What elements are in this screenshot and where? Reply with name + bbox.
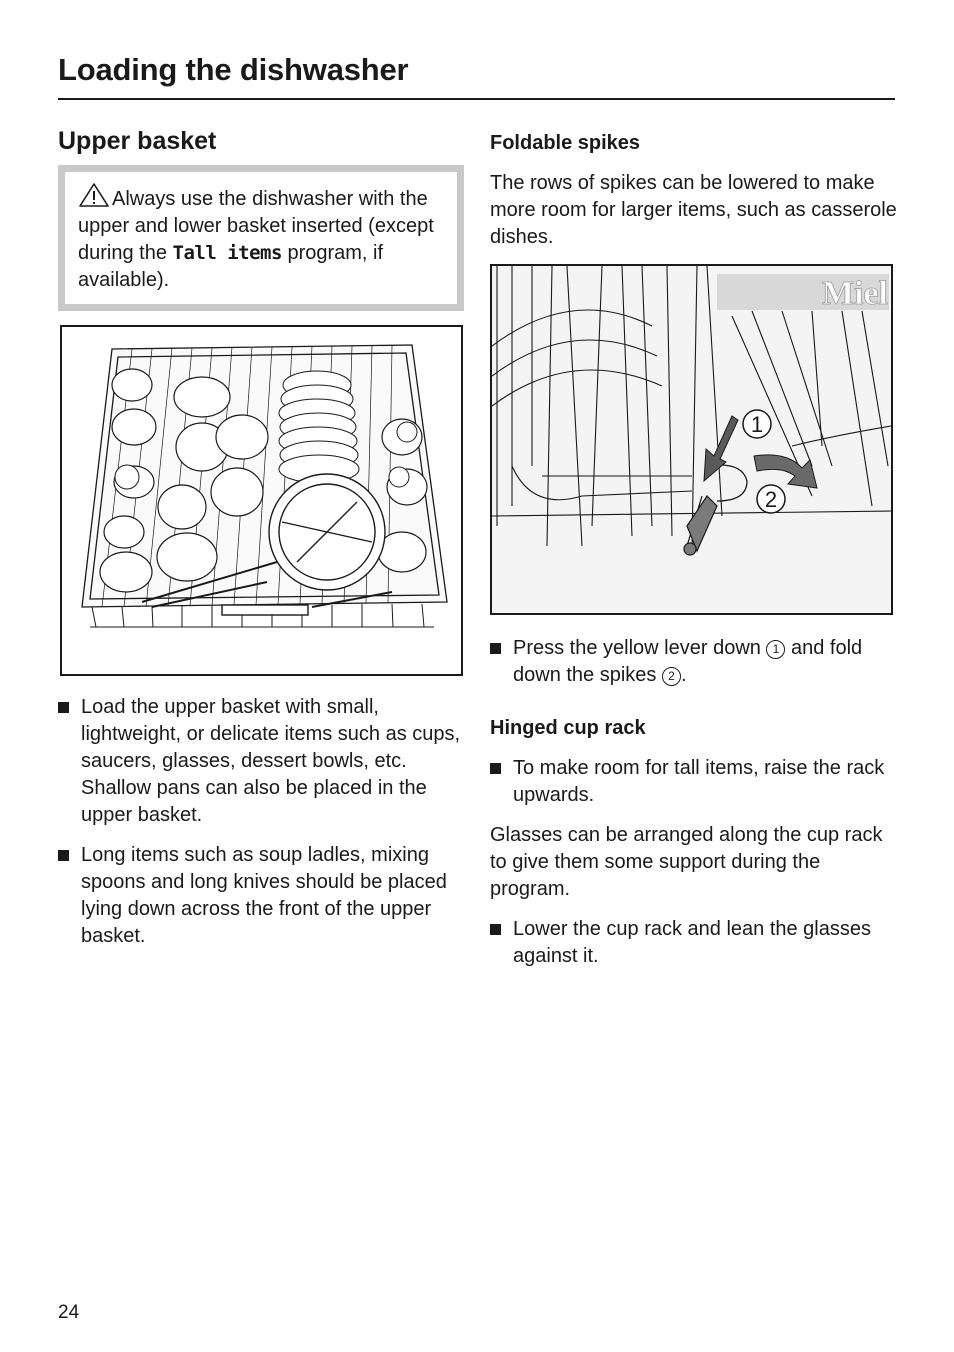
- hinged-cup-rack-instructions-2: [490, 916, 900, 970]
- bullet-text-continued: Shallow pans can also be placed in the upper basket.: [81, 777, 427, 826]
- upper-basket-illustration: [60, 325, 463, 676]
- callout-1: [743, 410, 771, 438]
- hinged-cup-rack-heading: Hinged cup rack: [490, 717, 646, 739]
- brand-logo: Miel: [821, 275, 888, 312]
- bullet-text: Load the upper basket with small, lightweight, or delicate items such as cups, saucers, glasses, dessert bowls, etc.: [81, 696, 461, 772]
- brand-plate: [717, 274, 889, 312]
- bullet-text: .: [680, 664, 687, 686]
- list-item: [58, 842, 464, 950]
- bullet-text: and fold down the spikes: [513, 637, 863, 686]
- foldable-spikes-heading: Foldable spikes: [490, 132, 641, 154]
- list-item: [490, 755, 900, 809]
- left-column: [58, 124, 464, 963]
- page-title: Loading the dishwasher: [58, 52, 409, 87]
- bullet-text: Press the yellow lever down: [513, 637, 767, 659]
- right-column: [490, 130, 900, 970]
- foldable-spikes-instructions: [490, 635, 900, 689]
- svg-text:1: 1: [750, 412, 764, 437]
- warning-box: [58, 165, 464, 311]
- list-item: [490, 916, 900, 970]
- hinged-cup-rack-instructions: [490, 755, 900, 809]
- bullet-text: To make room for tall items, raise the rack upwards.: [513, 757, 885, 806]
- upper-basket-instructions: [58, 694, 464, 950]
- warning-text-after: program, if available).: [78, 242, 384, 291]
- list-item: [58, 694, 464, 829]
- upper-basket-heading: Upper basket: [58, 127, 217, 155]
- bullet-text: Long items such as soup ladles, mixing spoons and long knives should be placed lying down across the front of the upper basket.: [81, 844, 447, 947]
- hinged-cup-rack-paragraph: Glasses can be arranged along the cup rack to give them some support during the program.: [490, 824, 883, 900]
- foldable-spikes-illustration: [490, 264, 893, 615]
- warning-text-before: Always use the dishwasher with the upper and lower basket inserted (except during the: [78, 188, 434, 264]
- title-rule: [58, 98, 895, 100]
- warning-triangle-icon: [78, 182, 110, 208]
- foldable-spikes-intro: The rows of spikes can be lowered to make more room for larger items, such as casserole dishes.: [490, 172, 897, 248]
- tall-items-program-name: Tall items: [172, 242, 282, 264]
- svg-text:2: 2: [764, 487, 778, 512]
- bullet-text: Lower the cup rack and lean the glasses against it.: [513, 918, 871, 967]
- step-2-marker: 2: [662, 667, 681, 686]
- callout-2: [757, 485, 785, 513]
- page-number: 24: [58, 1302, 80, 1323]
- list-item: [490, 635, 900, 689]
- step-1-marker: 1: [766, 640, 785, 659]
